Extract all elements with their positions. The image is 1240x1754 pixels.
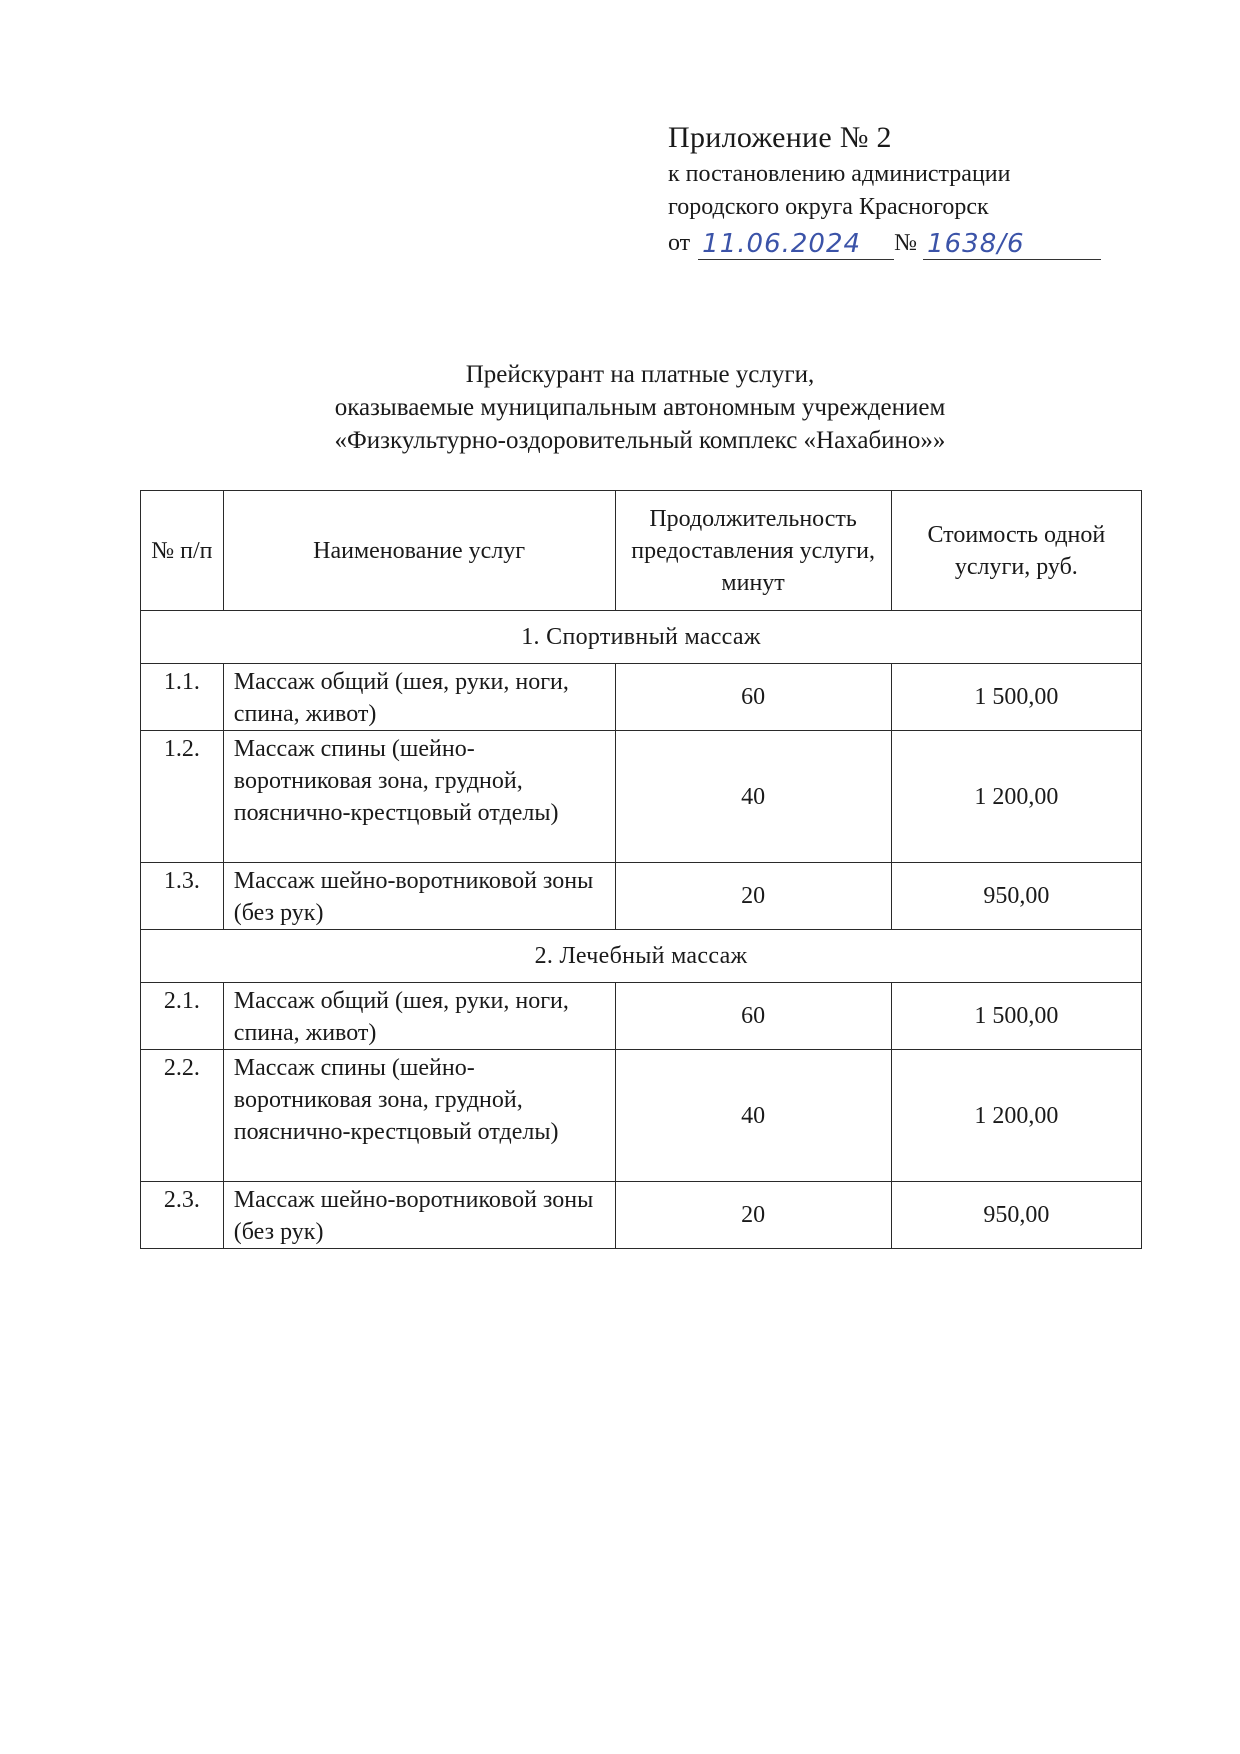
header-price: Стоимость одной услуги, руб. — [891, 491, 1141, 611]
row-duration: 40 — [615, 731, 891, 863]
section-row — [141, 930, 1142, 983]
document-heading — [140, 358, 1140, 457]
row-service-name: Массаж шейно-воротниковой зоны (без рук) — [223, 863, 615, 930]
row-index: 1.3. — [141, 863, 224, 930]
table-row — [141, 664, 1142, 731]
header-duration: Продолжительность предоставления услуги, минут — [615, 491, 891, 611]
appendix-line-2: городского округа Красногорск — [668, 194, 989, 220]
header-service-name: Наименование услуг — [223, 491, 615, 611]
row-index: 2.1. — [141, 983, 224, 1050]
table-row — [141, 1182, 1142, 1249]
handwritten-date: 11.06.2024 — [698, 229, 894, 260]
table-header-row — [141, 491, 1142, 611]
handwritten-number: 1638/6 — [923, 229, 1101, 260]
row-duration: 40 — [615, 1050, 891, 1182]
row-duration: 60 — [615, 664, 891, 731]
section-title: 2. Лечебный массаж — [141, 930, 1142, 983]
section-title: 1. Спортивный массаж — [141, 611, 1142, 664]
table-row — [141, 983, 1142, 1050]
row-price: 1 500,00 — [891, 983, 1141, 1050]
table-row — [141, 731, 1142, 863]
price-table — [140, 490, 1142, 1249]
row-index: 1.2. — [141, 731, 224, 863]
row-price: 1 200,00 — [891, 731, 1141, 863]
table-row — [141, 1050, 1142, 1182]
appendix-title: Приложение № 2 — [668, 121, 892, 154]
row-service-name: Массаж общий (шея, руки, ноги, спина, живот) — [223, 664, 615, 731]
row-price: 1 500,00 — [891, 664, 1141, 731]
header-number: № п/п — [141, 491, 224, 611]
row-price: 950,00 — [891, 1182, 1141, 1249]
section-row — [141, 611, 1142, 664]
row-service-name: Массаж общий (шея, руки, ноги, спина, живот) — [223, 983, 615, 1050]
row-duration: 20 — [615, 863, 891, 930]
row-price: 1 200,00 — [891, 1050, 1141, 1182]
decree-reference — [668, 224, 1148, 260]
heading-line-2: оказываемые муниципальным автономным учреждением — [334, 394, 946, 421]
from-label: от — [668, 230, 691, 256]
heading-line-1: Прейскурант на платные услуги, — [465, 361, 815, 388]
appendix-block — [668, 118, 1148, 260]
table-row — [141, 863, 1142, 930]
number-label: № — [894, 230, 918, 256]
heading-line-3: «Физкультурно-оздоровительный комплекс «Нахабино»» — [334, 427, 946, 454]
row-duration: 20 — [615, 1182, 891, 1249]
row-service-name: Массаж спины (шейно-воротниковая зона, грудной, пояснично-крестцовый отделы) — [223, 731, 615, 863]
row-price: 950,00 — [891, 863, 1141, 930]
row-index: 1.1. — [141, 664, 224, 731]
row-service-name: Массаж шейно-воротниковой зоны (без рук) — [223, 1182, 615, 1249]
row-index: 2.2. — [141, 1050, 224, 1182]
row-index: 2.3. — [141, 1182, 224, 1249]
row-service-name: Массаж спины (шейно-воротниковая зона, грудной, пояснично-крестцовый отделы) — [223, 1050, 615, 1182]
row-duration: 60 — [615, 983, 891, 1050]
appendix-line-1: к постановлению администрации — [668, 161, 1011, 187]
